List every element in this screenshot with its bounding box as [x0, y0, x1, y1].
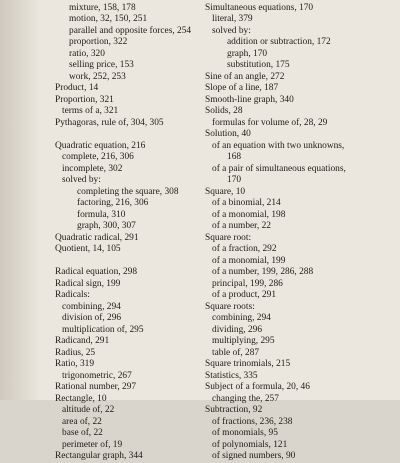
index-subentry: of a number, 22: [212, 221, 271, 231]
index-subentry: solved by:: [62, 175, 101, 185]
index-subentry: perimeter of, 19: [62, 439, 123, 450]
index-subentry: of a pair of simultaneous equations,: [212, 163, 346, 174]
index-subentry: of signed numbers, 90: [212, 451, 296, 461]
index-entry: Solution, 40: [205, 129, 251, 139]
index-subentry: of a monomial, 198: [212, 209, 286, 220]
index-entry: Quadratic radical, 291: [55, 232, 139, 243]
index-subentry: mixture, 158, 178: [69, 2, 136, 13]
index-subentry: area of, 22: [62, 416, 102, 427]
index-gap: [55, 256, 191, 268]
index-subentry: incomplete, 302: [62, 163, 123, 174]
index-subentry: of a product, 291: [212, 290, 277, 300]
index-entry: Rational number, 297: [55, 382, 137, 392]
index-gap: [55, 129, 191, 141]
index-entry: Square trinomials, 215: [205, 359, 291, 369]
index-subentry: ratio, 320: [69, 48, 105, 59]
index-subentry: division of, 296: [62, 313, 122, 323]
index-entry: Quadratic equation, 216: [55, 140, 146, 151]
index-subentry: combining, 294: [212, 313, 271, 323]
index-entry: Smooth-line graph, 340: [205, 94, 294, 105]
index-subentry: dividing, 296: [212, 324, 263, 335]
index-subentry: base of, 22: [62, 428, 103, 438]
index-subentry: trigonometric, 267: [62, 370, 132, 381]
index-entry: Sine of an angle, 272: [205, 71, 285, 82]
index-subentry: terms of a, 321: [62, 106, 119, 116]
index-subentry: substitution, 175: [227, 60, 290, 70]
index-subentry: graph, 170: [227, 48, 268, 59]
index-subentry: of a monomial, 199: [212, 255, 286, 266]
index-entry: Square roots:: [205, 301, 255, 312]
index-subentry: formulas for volume of, 28, 29: [212, 117, 328, 128]
index-subentry: complete, 216, 306: [62, 152, 134, 162]
index-column-left: [55, 0, 191, 463]
index-subentry: proportion, 322: [69, 37, 128, 47]
index-entry: Square, 10: [205, 186, 246, 197]
index-subentry: solved by:: [212, 25, 251, 36]
index-entry: Rectangular graph, 344: [55, 451, 143, 461]
index-subentry: table of, 287: [212, 347, 260, 358]
index-subentry: combining, 294: [62, 301, 121, 312]
index-entry: Statistics, 335: [205, 370, 258, 381]
index-subentry: multiplication of, 295: [62, 324, 144, 335]
index-entry: Ratio, 319: [55, 359, 95, 369]
index-entry: Proportion, 321: [55, 94, 114, 105]
index-subentry: factoring, 216, 306: [77, 198, 149, 208]
index-subentry: multiplying, 295: [212, 336, 275, 346]
index-subentry: 170: [227, 175, 242, 185]
index-subentry: changing the, 257: [212, 393, 279, 404]
index-subentry: of a binomial, 214: [212, 198, 281, 208]
index-subentry: of an equation with two unknowns,: [212, 140, 345, 151]
index-subentry: addition or subtraction, 172: [227, 37, 331, 47]
index-entry: Radical sign, 199: [55, 278, 121, 289]
index-entry: Rectangle, 10: [55, 393, 107, 404]
index-entry: Square root:: [205, 232, 252, 243]
index-entry: Simultaneous equations, 170: [205, 2, 314, 13]
index-subentry: altitude of, 22: [62, 405, 115, 415]
index-subentry: 168: [227, 152, 242, 162]
index-entry: Pythagoras, rule of, 304, 305: [55, 117, 164, 128]
index-subentry: selling price, 153: [69, 60, 134, 70]
index-subentry: literal, 379: [212, 14, 253, 24]
index-entry: Quotient, 14, 105: [55, 244, 121, 254]
index-subentry: motion, 32, 150, 251: [69, 14, 148, 24]
index-entry: Solids, 28: [205, 106, 243, 116]
index-subentry: of a number, 199, 286, 288: [212, 267, 314, 277]
index-entry: Product, 14: [55, 83, 99, 93]
index-column-right: [205, 0, 346, 463]
index-entry: Radicals:: [55, 290, 90, 300]
index-subentry: completing the square, 308: [77, 186, 179, 197]
index-entry: Subject of a formula, 20, 46: [205, 382, 310, 392]
index-subentry: graph, 300, 307: [77, 221, 136, 231]
index-subentry: of monomials, 95: [212, 428, 278, 438]
index-subentry: principal, 199, 286: [212, 278, 283, 289]
index-subentry: of polynomials, 121: [212, 439, 288, 450]
index-entry: Radicand, 291: [55, 336, 110, 346]
index-subentry: parallel and opposite forces, 254: [69, 25, 192, 36]
index-entry: Radius, 25: [55, 347, 96, 358]
index-subentry: of a fraction, 292: [212, 244, 277, 254]
index-entry: Radical equation, 298: [55, 267, 138, 277]
index-entry: Subtraction, 92: [205, 405, 263, 415]
index-subentry: work, 252, 253: [69, 71, 126, 82]
index-subentry: formula, 310: [77, 209, 126, 220]
index-subentry: of fractions, 236, 238: [212, 416, 293, 427]
index-entry: Slope of a line, 187: [205, 83, 279, 93]
